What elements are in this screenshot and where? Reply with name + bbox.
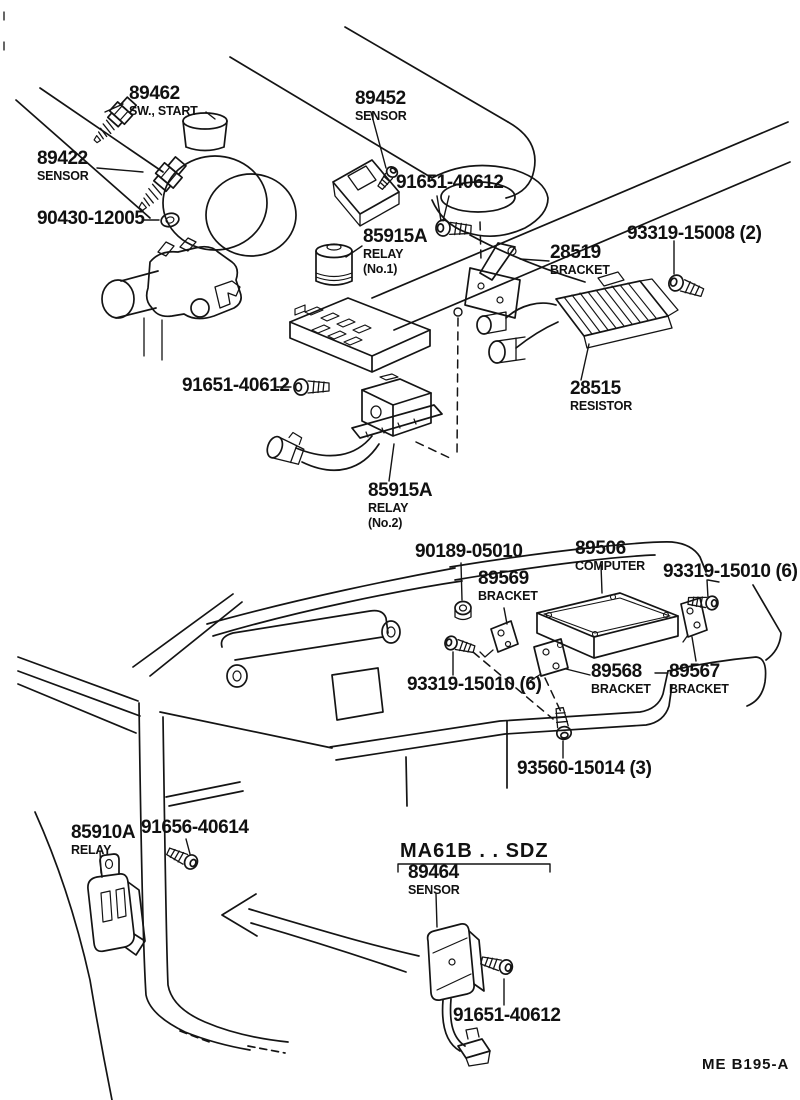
part-caption: RELAY (368, 501, 409, 515)
part-label-91651-40612-top (396, 173, 504, 192)
part-caption: BRACKET (669, 682, 729, 696)
relay-85910a-icon (88, 854, 145, 955)
part-caption: RESISTOR (570, 399, 633, 413)
relay-no2-85915a-icon (265, 374, 442, 470)
part-label-28519 (550, 243, 610, 277)
part-caption: SENSOR (355, 109, 407, 123)
reference-point-circle (454, 308, 462, 316)
screw-93319-right-icon (688, 594, 719, 610)
screw-93319-left-icon (443, 635, 475, 656)
part-number: 93560-15014 (3) (517, 758, 652, 779)
ecu-computer-89506-icon (537, 593, 678, 658)
grommet-90189-icon (455, 602, 471, 620)
start-switch-port-cup (183, 113, 227, 151)
water-temp-sensor-89422-icon (132, 154, 190, 216)
bolt-91651-mid-icon (294, 379, 329, 395)
dashed-reference-lines (416, 222, 561, 719)
part-number: 28515 (570, 378, 621, 399)
part-number: 93319-15008 (2) (627, 223, 762, 244)
part-number: 90430-12005 (37, 208, 145, 229)
part-label-90189-05010 (415, 542, 523, 561)
bracket-89569-icon (480, 621, 518, 657)
part-number: 89506 (575, 538, 626, 559)
part-number: 91656-40614 (141, 817, 249, 838)
part-label-85915a-no1 (363, 227, 427, 275)
sensor-89464-icon (428, 924, 490, 1066)
fuse-box-icon (290, 298, 430, 372)
part-caption: SENSOR (37, 169, 89, 183)
relay-no1-85915a-icon (316, 244, 352, 285)
part-label-89452 (355, 89, 407, 123)
part-label-93319-15010-left (407, 675, 542, 694)
part-label-91656-40614 (141, 818, 249, 837)
bolt-93319-15008-icon (667, 273, 705, 300)
bolt-91651-bottom-icon (480, 954, 514, 976)
part-label-89569 (478, 569, 538, 603)
part-number: 28519 (550, 242, 601, 263)
bracket-89567-icon (681, 598, 707, 642)
gasket-90430-icon (160, 211, 181, 228)
part-number: 89567 (669, 661, 720, 682)
part-number: 89452 (355, 88, 406, 109)
part-caption: COMPUTER (575, 559, 645, 573)
part-number: 89569 (478, 568, 529, 589)
resistor-28515-icon (477, 272, 678, 363)
air-cleaner-drum (163, 156, 296, 256)
bolt-91656-icon (165, 845, 200, 871)
part-number: 89464 (408, 862, 459, 883)
part-caption: (No.1) (363, 261, 398, 276)
part-number: 91651-40612 (396, 172, 504, 193)
part-caption: RELAY (71, 843, 112, 857)
part-number: 90189-05010 (415, 541, 523, 562)
part-number: 93319-15010 (6) (663, 561, 798, 582)
part-caption: BRACKET (478, 589, 538, 603)
part-label-89464 (408, 863, 460, 897)
part-label-89567 (669, 662, 729, 696)
part-caption: SENSOR (408, 883, 460, 897)
part-label-85915a-no2 (368, 481, 432, 529)
part-caption: SW., START (129, 104, 198, 118)
part-label-89506 (575, 539, 645, 573)
part-label-89568 (591, 662, 651, 696)
part-number: 85915A (368, 480, 433, 501)
part-label-90430-12005 (37, 209, 145, 228)
water-outlet-housing (102, 238, 241, 360)
part-label-93319-15010-right (663, 562, 798, 581)
part-label-89422 (37, 149, 89, 183)
screw-93560-icon (553, 707, 573, 741)
vacuum-sensor-89452-icon (333, 160, 399, 226)
part-number: 85915A (363, 226, 428, 247)
part-label-93560-15014 (517, 759, 652, 778)
part-label-85910a (71, 823, 135, 857)
part-caption: BRACKET (591, 682, 651, 696)
part-number: 91651-40612 (182, 375, 290, 396)
part-label-91651-40612-mid (182, 376, 290, 395)
part-number: 85910A (71, 822, 136, 843)
part-label-91651-40612-bottom (453, 1006, 561, 1025)
part-caption: RELAY (363, 247, 404, 261)
part-number: 89568 (591, 661, 642, 682)
figure-code: ME B195-A (702, 1056, 790, 1073)
part-number: 91651-40612 (453, 1005, 561, 1026)
pointer-arrow (222, 894, 419, 972)
part-caption: BRACKET (550, 263, 610, 277)
part-number: 89422 (37, 148, 88, 169)
part-caption: (No.2) (368, 515, 403, 530)
part-number: 93319-15010 (6) (407, 674, 542, 695)
bolt-91651-top-icon (436, 220, 472, 238)
part-label-89462 (129, 84, 198, 118)
part-number: 89462 (129, 83, 180, 104)
part-label-28515 (570, 379, 632, 413)
part-label-93319-15008 (627, 224, 762, 243)
variant-code-label: MA61B . . SDZ (400, 840, 549, 862)
